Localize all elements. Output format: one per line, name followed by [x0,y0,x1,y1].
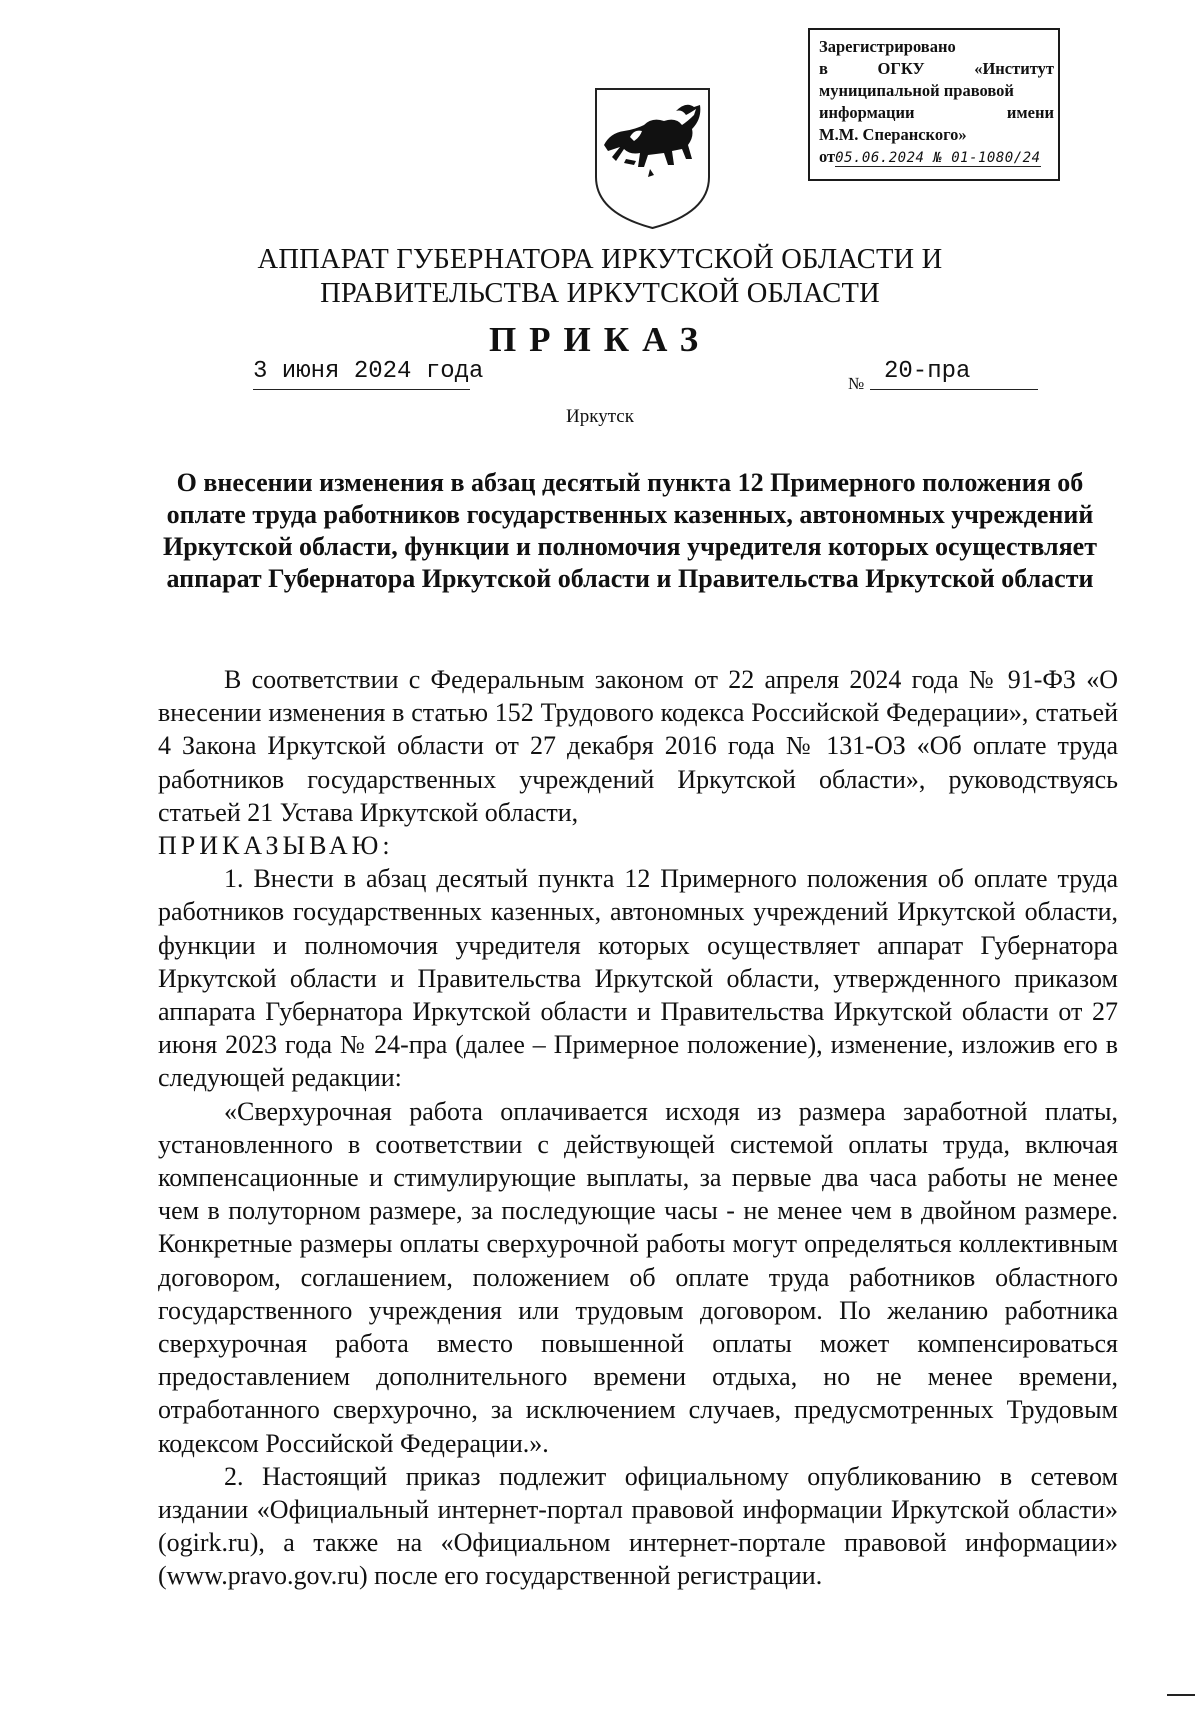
document-body [158,663,1118,1593]
issuing-authority-line-2: ПРАВИТЕЛЬСТВА ИРКУТСКОЙ ОБЛАСТИ [320,278,880,309]
stamp-line: Зарегистрировано [819,37,956,56]
registration-stamp [808,28,1060,181]
stamp-line: М.М. Сперанского» [819,125,967,144]
stamp-line [819,146,1054,169]
issuing-authority-line-1: АППАРАТ ГУБЕРНАТОРА ИРКУТСКОЙ ОБЛАСТИ И [257,244,943,275]
document-number-label: № [848,374,865,393]
quoted-text-paragraph: «Сверхурочная работа оплачивается исходя из размера заработной платы, установленного в соответствии с действующей системой оплаты труда, включая компенсационные и стимулирующие выплаты, за первые два часа работы не менее чем в полуторном размере, за последующие часы - не менее чем в двойном размере. Конкретные размеры оплаты сверхурочной работы могут определяться коллективным договором, соглашением, положением об оплате труда работников областного государственного учреждения или трудовым договором. По желанию работника сверхурочная работа вместо повышенной оплаты может компенсироваться предоставлением дополнительного времени отдыха, но не менее времени, отработанного сверхурочно, за исключением случаев, предусмотренных Трудовым кодексом Российской Федерации.». [158,1096,1118,1458]
stamp-date-prefix: от [819,147,836,166]
preamble-paragraph: В соответствии с Федеральным законом от 22 апреля 2024 года № 91-ФЗ «О внесении изменения в статью 152 Трудового кодекса Российской Федерации», статьей 4 Закона Иркутской области от 27 декабря 2016 года № 131-ОЗ «Об оплате труда работников государственных учреждений Иркутской области», руководствуясь статьей 21 Устава Иркутской области, [158,665,1118,827]
page-edge-mark [1167,1694,1195,1696]
document-date: 3 июня 2024 года [253,358,470,390]
item-1-paragraph: 1. Внести в абзац десятый пункта 12 Примерного положения об оплате труда работников государственных казенных, автономных учреждений Иркутской области, функции и полномочия учредителя которых осуществляет аппарат Губернатора Иркутской области и Правительства Иркутской области, утвержденного приказом аппарата Губернатора Иркутской области и Правительства Иркутской области от 27 июня 2023 года № 24-пра (далее – Примерное положение), изменение, изложив его в следующей редакции: [158,864,1118,1093]
order-word: ПРИКАЗЫВАЮ: [158,831,394,861]
stamp-line [819,102,1054,124]
irkutsk-coat-of-arms-icon [590,85,715,230]
stamp-word: в [819,59,828,78]
stamp-word: «Институт [974,59,1054,78]
document-number: 20-пра [870,358,1038,390]
document-title: О внесении изменения в абзац десятый пункта 12 Примерного положения об оплате труда работников государственных казенных, автономных учреждений Иркутской области, функции и полномочия учредителя которых осуществляет аппарат Губернатора Иркутской области и Правительства Иркутской области [163,468,1097,593]
stamp-line: муниципальной правовой [819,81,1014,100]
stamp-word: имени [1006,103,1054,122]
document-type-heading: ПРИКАЗ [488,320,712,359]
stamp-word: ОГКУ [877,59,925,78]
place-of-issue: Иркутск [566,406,634,427]
stamp-registration-number: 05.06.2024 № 01-1080/24 [835,150,1041,166]
stamp-line [819,58,1054,80]
stamp-word: информации [819,103,915,122]
item-2-paragraph: 2. Настоящий приказ подлежит официальному опубликованию в сетевом издании «Официальный интернет-портал правовой информации Иркутской области» (ogirk.ru), а также на «Официальном интернет-портале правовой информации» (www.pravo.gov.ru) после его государственной регистрации. [158,1461,1118,1591]
